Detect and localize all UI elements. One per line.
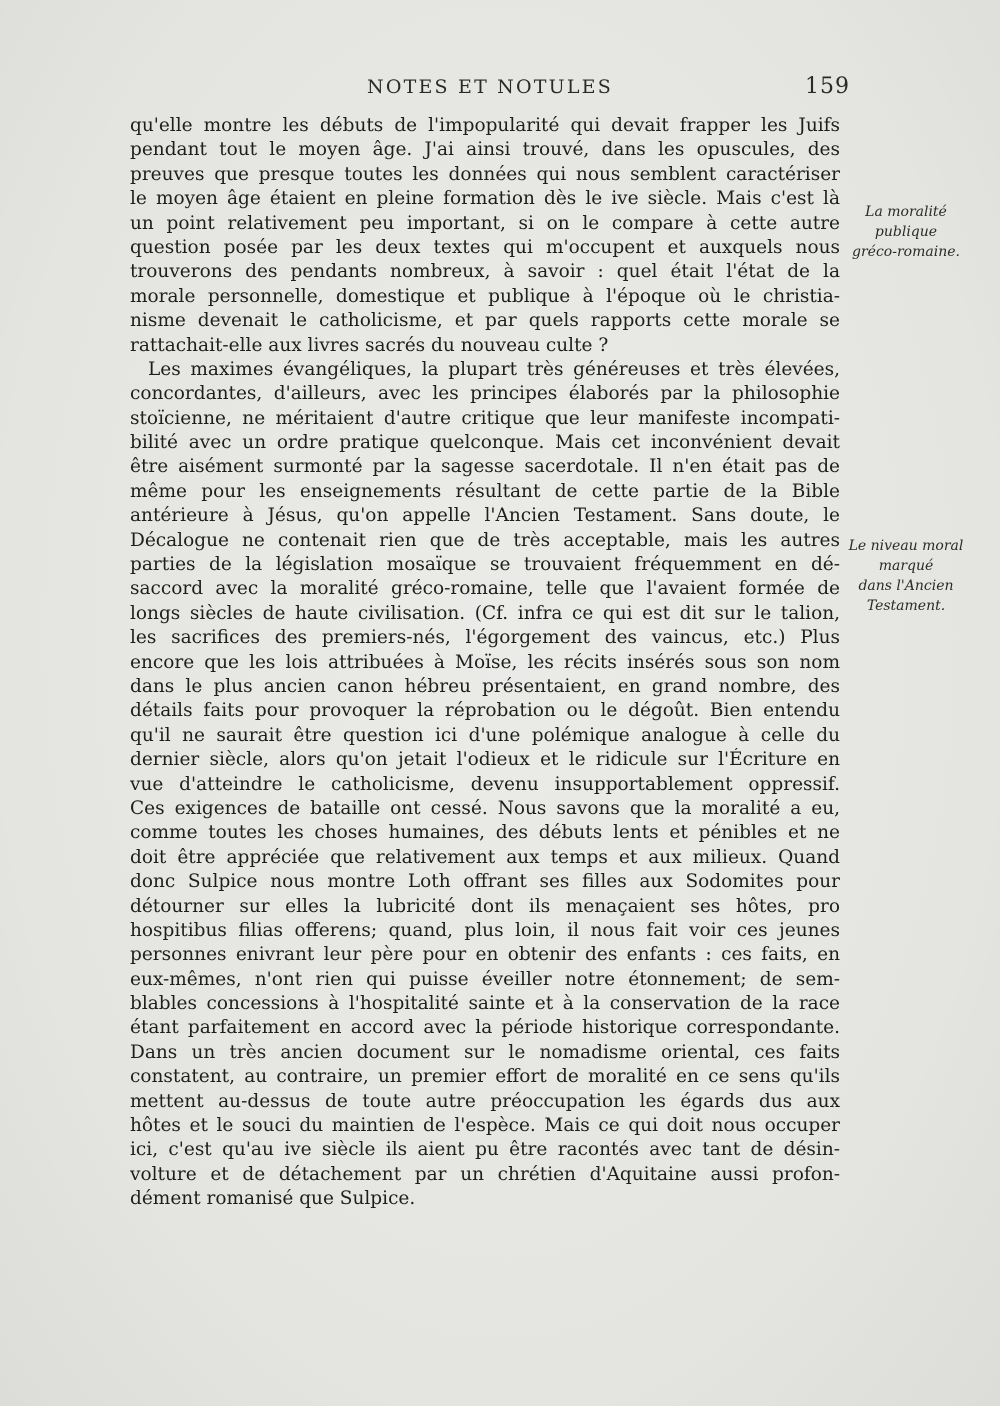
- text-line: qu'il ne saurait être question ici d'une polémique analogue à celle du: [130, 724, 840, 746]
- text-line: étant parfaitement en accord avec la période historique correspondante.: [130, 1017, 840, 1039]
- margin-note-line: gréco-romaine.: [852, 244, 960, 260]
- margin-note-line: dans l'Ancien: [858, 578, 954, 594]
- text-line: Les maximes évangéliques, la plupart très généreuses et très élevées,: [148, 358, 840, 380]
- text-line: hôtes et le souci du maintien de l'espèce. Mais ce qui doit nous occuper: [130, 1115, 840, 1137]
- text-line: le moyen âge étaient en pleine formation dès le ive siècle. Mais c'est là: [130, 188, 840, 210]
- text-line: Dans un très ancien document sur le nomadisme oriental, ces faits: [130, 1041, 840, 1063]
- body-text: [130, 114, 840, 1212]
- text-line: Ces exigences de bataille ont cessé. Nous savons que la moralité a eu,: [130, 797, 840, 819]
- text-line: dément romanisé que Sulpice.: [130, 1188, 416, 1210]
- text-line: mettent au-dessus de toute autre préoccupation les égards dus aux: [130, 1090, 840, 1112]
- text-line: détails faits pour provoquer la réprobation ou le dégoût. Bien entendu: [130, 700, 840, 722]
- margin-note-line: publique: [874, 224, 938, 240]
- text-line: stoïcienne, ne méritaient d'autre critique que leur manifeste incompati-: [130, 407, 840, 429]
- text-line: doit être appréciée que relativement aux temps et aux milieux. Quand: [130, 846, 840, 868]
- text-line: saccord avec la moralité gréco-romaine, telle que l'avaient formée de: [130, 578, 840, 600]
- text-line: bilité avec un ordre pratique quelconque. Mais cet inconvénient devait: [130, 432, 840, 454]
- text-line: eux-mêmes, n'ont rien qui puisse éveiller notre étonnement; de sem-: [130, 968, 840, 990]
- text-line: hospitibus filias offerens; quand, plus loin, il nous fait voir ces jeunes: [130, 919, 840, 941]
- text-line: détourner sur elles la lubricité dont ils menaçaient ses hôtes, pro: [130, 895, 840, 917]
- text-line: rattachait-elle aux livres sacrés du nouveau culte ?: [130, 334, 609, 356]
- running-head: NOTES ET NOTULES: [367, 76, 613, 98]
- text-line: dans le plus ancien canon hébreu présentaient, en grand nombre, des: [130, 675, 840, 697]
- text-line: concordantes, d'ailleurs, avec les principes élaborés par la philosophie: [130, 383, 840, 405]
- text-line: question posée par les deux textes qui m'occupent et auxquels nous: [130, 236, 840, 258]
- margin-note-public-morality: [836, 202, 976, 262]
- text-line: constatent, au contraire, un premier effort de moralité en ce sens qu'ils: [130, 1066, 840, 1088]
- text-line: Décalogue ne contenait rien que de très acceptable, mais les autres: [130, 529, 840, 551]
- text-line: qu'elle montre les débuts de l'impopularité qui devait frapper les Juifs: [130, 115, 840, 136]
- text-line: nisme devenait le catholicisme, et par quels rapports cette morale se: [130, 310, 840, 332]
- text-line: personnes enivrant leur père pour en obtenir des enfants : ces faits, en: [130, 944, 840, 966]
- margin-note-moral-level: [836, 536, 976, 616]
- text-line: antérieure à Jésus, qu'on appelle l'Ancien Testament. Sans doute, le: [130, 505, 840, 527]
- margin-note-line: La moralité: [865, 204, 947, 220]
- page-number: 159: [805, 74, 850, 99]
- margin-note-line: Le niveau moral: [848, 538, 964, 554]
- text-line: les sacrifices des premiers-nés, l'égorgement des vaincus, etc.) Plus: [130, 627, 840, 649]
- text-line: être aisément surmonté par la sagesse sacerdotale. Il n'en était pas de: [130, 456, 840, 478]
- margin-note-line: Testament.: [866, 598, 946, 614]
- text-line: comme toutes les choses humaines, des débuts lents et pénibles et ne: [130, 822, 840, 844]
- text-line: même pour les enseignements résultant de cette partie de la Bible: [130, 480, 840, 502]
- text-line: encore que les lois attribuées à Moïse, les récits insérés sous son nom: [130, 651, 840, 673]
- text-line: morale personnelle, domestique et publique à l'époque où le christia-: [130, 285, 840, 307]
- text-line: parties de la législation mosaïque se trouvaient fréquemment en dé-: [130, 554, 840, 576]
- text-line: dernier siècle, alors qu'on jetait l'odieux et le ridicule sur l'Écriture en: [130, 749, 840, 771]
- text-line: pendant tout le moyen âge. J'ai ainsi trouvé, dans les opuscules, des: [130, 139, 840, 161]
- text-line: blables concessions à l'hospitalité sainte et à la conservation de la race: [130, 993, 840, 1015]
- text-line: preuves que presque toutes les données qui nous semblent caractériser: [130, 163, 840, 185]
- text-line: trouverons des pendants nombreux, à savoir : quel était l'état de la: [130, 261, 840, 283]
- text-line: longs siècles de haute civilisation. (Cf. infra ce qui est dit sur le talion,: [130, 602, 840, 624]
- margin-note-line: marqué: [878, 558, 934, 574]
- text-line: vue d'atteindre le catholicisme, devenu insupportablement oppressif.: [130, 773, 840, 795]
- text-line: un point relativement peu important, si on le compare à cette autre: [130, 212, 840, 234]
- text-line: ici, c'est qu'au ive siècle ils aient pu être racontés avec tant de désin-: [130, 1139, 840, 1161]
- text-line: donc Sulpice nous montre Loth offrant ses filles aux Sodomites pour: [130, 871, 840, 893]
- text-line: volture et de détachement par un chrétien d'Aquitaine aussi profon-: [130, 1163, 840, 1185]
